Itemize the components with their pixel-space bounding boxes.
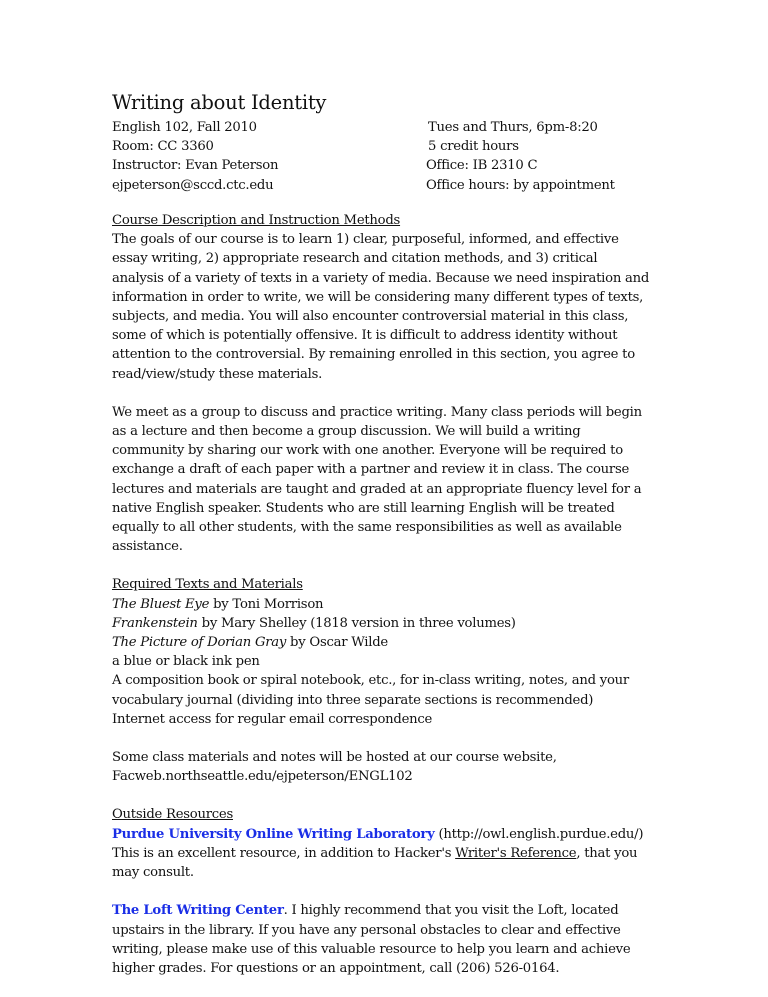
material-item: A composition book or spiral notebook, etc., for in-class writing, notes, and your vocabulary journal (dividing into three separate sections is recommended) <box>112 673 629 708</box>
book-title: The Bluest Eye <box>112 596 210 612</box>
material-item: a blue or black ink pen <box>112 654 260 670</box>
material-item <box>112 633 652 652</box>
book-author: by Toni Morrison <box>209 596 324 612</box>
purdue-description-end: , that you may consult. <box>112 845 638 881</box>
office-hours: Office hours: by appointment <box>426 177 615 193</box>
outside-resources-heading: Outside Resources <box>112 807 233 823</box>
meeting-time: Tues and Thurs, 6pm-8:20 <box>428 120 598 135</box>
course-website-note <box>112 748 652 786</box>
course-description-paragraph-1: The goals of our course is to learn 1) clear, purposeful, informed, and effective essay writing, 2) appropriate research and citation methods, and 3) critical analysis of a variety of texts in a variety of media. Because we need inspiration and information in order to write, we will be considering many different types of texts, subjects, and media. You will also encounter controversial material in this class, some of which is potentially offensive. It is difficult to address identity without attention to the controversial. By remaining enrolled in this section, you agree to read/view/study these materials. <box>112 232 650 382</box>
course-info-left <box>112 118 278 195</box>
office: Office: IB 2310 C <box>426 158 538 174</box>
material-item: Internet access for regular email correspondence <box>112 711 433 727</box>
purdue-description: This is an excellent resource, in addition to Hacker's <box>112 845 456 861</box>
website-line: Some class materials and notes will be hosted at our course website, <box>112 750 557 766</box>
course-info <box>112 118 652 196</box>
purdue-url: (http://owl.english.purdue.edu/) <box>434 826 644 842</box>
loft-resource <box>112 901 652 978</box>
course-description-heading: Course Description and Instruction Methods <box>112 213 401 228</box>
purdue-resource <box>112 825 652 883</box>
loft-description: . I highly recommend that you visit the Loft, located upstairs in the library. If you have any personal obstacles to clear and effective writing, please make use of this valuable resource to help you learn and achieve higher grades. For questions or an appointment, call (206) 526-0164. <box>112 903 631 976</box>
course-description-paragraph-2: We meet as a group to discuss and practice writing. Many class periods will begin as a lecture and then become a group discussion. We will build a writing community by sharing our work with one another. Everyone will be required to exchange a draft of each paper with a partner and review it in class. The course lectures and materials are taught and graded at an appropriate fluency level for a native English speaker. Students who are still learning English will be treated equally to all other students, with the same responsibilities as well as available assistance. <box>112 404 642 555</box>
credit-hours: 5 credit hours <box>428 139 519 155</box>
loft-writing-center-link[interactable]: The Loft Writing Center <box>112 903 284 919</box>
book-title: The Picture of Dorian Gray <box>112 635 287 651</box>
book-author: by Mary Shelley (1818 version in three volumes) <box>197 615 516 631</box>
syllabus-page <box>112 90 652 997</box>
book-title: Frankenstein <box>112 615 198 631</box>
instructor-email: ejpeterson@sccd.ctc.edu <box>112 177 274 193</box>
writers-reference: Writer's Reference <box>455 845 577 861</box>
material-item <box>112 614 652 633</box>
room: Room: CC 3360 <box>112 139 214 155</box>
materials-list <box>112 595 652 729</box>
course-code: English 102, Fall 2010 <box>112 120 257 135</box>
material-item <box>112 595 652 614</box>
purdue-owl-link[interactable]: Purdue University Online Writing Laboratory <box>112 826 435 842</box>
instructor: Instructor: Evan Peterson <box>112 158 279 174</box>
book-author: by Oscar Wilde <box>286 635 388 651</box>
website-url: Facweb.northseattle.edu/ejpeterson/ENGL102 <box>112 769 413 785</box>
materials-heading: Required Texts and Materials <box>112 577 303 593</box>
course-info-right <box>426 118 615 195</box>
document-title: Writing about Identity <box>112 91 327 114</box>
